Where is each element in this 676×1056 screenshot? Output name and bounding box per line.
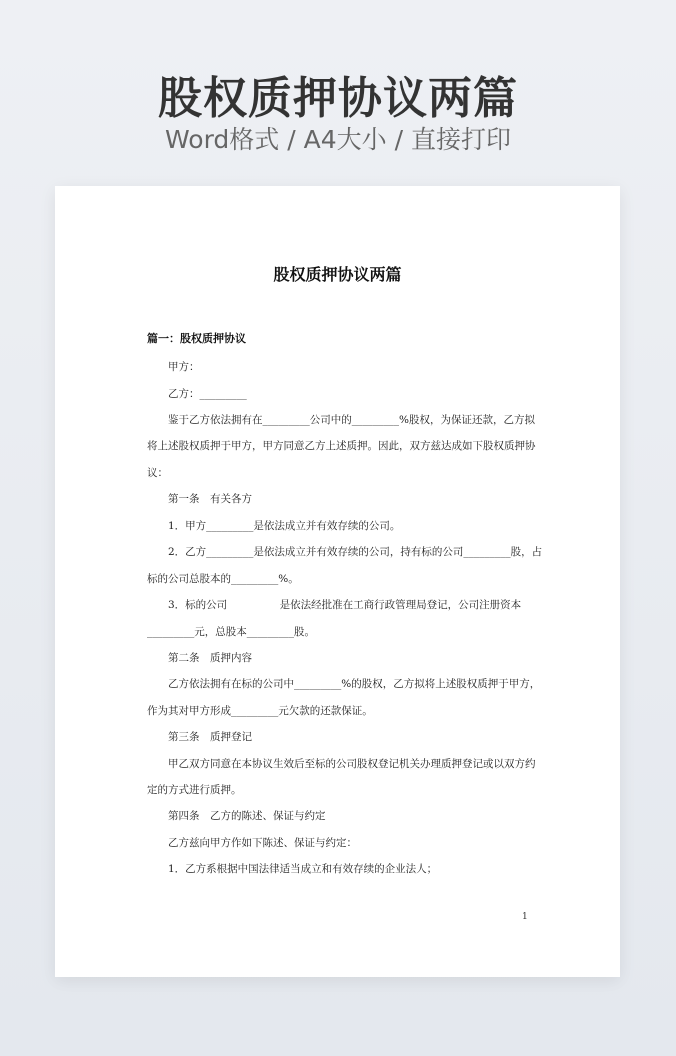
article-heading: 第四条 乙方的陈述、保证与约定	[168, 810, 326, 822]
paragraph-line: 标的公司总股本的_________%。	[147, 573, 299, 585]
paragraph-line: _________元，总股本_________股。	[147, 626, 315, 638]
paragraph-line: 议：	[147, 467, 168, 479]
banner-subtitle: Word格式 / A4大小 / 直接打印	[165, 125, 511, 154]
paragraph-line: 作为其对甲方形成_________元欠款的还款保证。	[147, 705, 373, 717]
paragraph-line: 1．乙方系根据中国法律适当成立和有效存续的企业法人；	[168, 863, 438, 875]
paragraph-line: 乙方兹向甲方作如下陈述、保证与约定：	[168, 837, 357, 849]
article-heading: 第一条 有关各方	[168, 493, 252, 505]
paragraph-line: 定的方式进行质押。	[147, 784, 242, 796]
paragraph-line: 鉴于乙方依法拥有在_________公司中的_________%股权，为保证还款，乙方拟	[168, 414, 535, 426]
paragraph-line: 1．甲方_________是依法成立并有效存续的公司。	[168, 520, 401, 532]
paragraph-line: 3．标的公司 是依法经批准在工商行政管理局登记，公司注册资本	[168, 599, 522, 611]
party-a-line: 甲方：	[168, 361, 200, 373]
banner-title: 股权质押协议两篇	[158, 73, 518, 124]
section-heading: 篇一：股权质押协议	[147, 332, 246, 345]
document-title: 股权质押协议两篇	[273, 265, 402, 284]
paragraph-line: 甲乙双方同意在本协议生效后至标的公司股权登记机关办理质押登记或以双方约	[168, 758, 536, 770]
document-page	[55, 186, 620, 977]
paragraph-line: 将上述股权质押于甲方，甲方同意乙方上述质押。因此，双方兹达成如下股权质押协	[147, 440, 536, 452]
article-heading: 第二条 质押内容	[168, 652, 252, 664]
party-b-line: 乙方：_________	[168, 388, 247, 400]
paragraph-line: 乙方依法拥有在标的公司中_________%的股权，乙方拟将上述股权质押于甲方，	[168, 678, 541, 690]
article-heading: 第三条 质押登记	[168, 731, 252, 743]
page-number: 1	[522, 912, 528, 922]
paragraph-line: 2．乙方_________是依法成立并有效存续的公司，持有标的公司_________股，占	[168, 546, 543, 558]
